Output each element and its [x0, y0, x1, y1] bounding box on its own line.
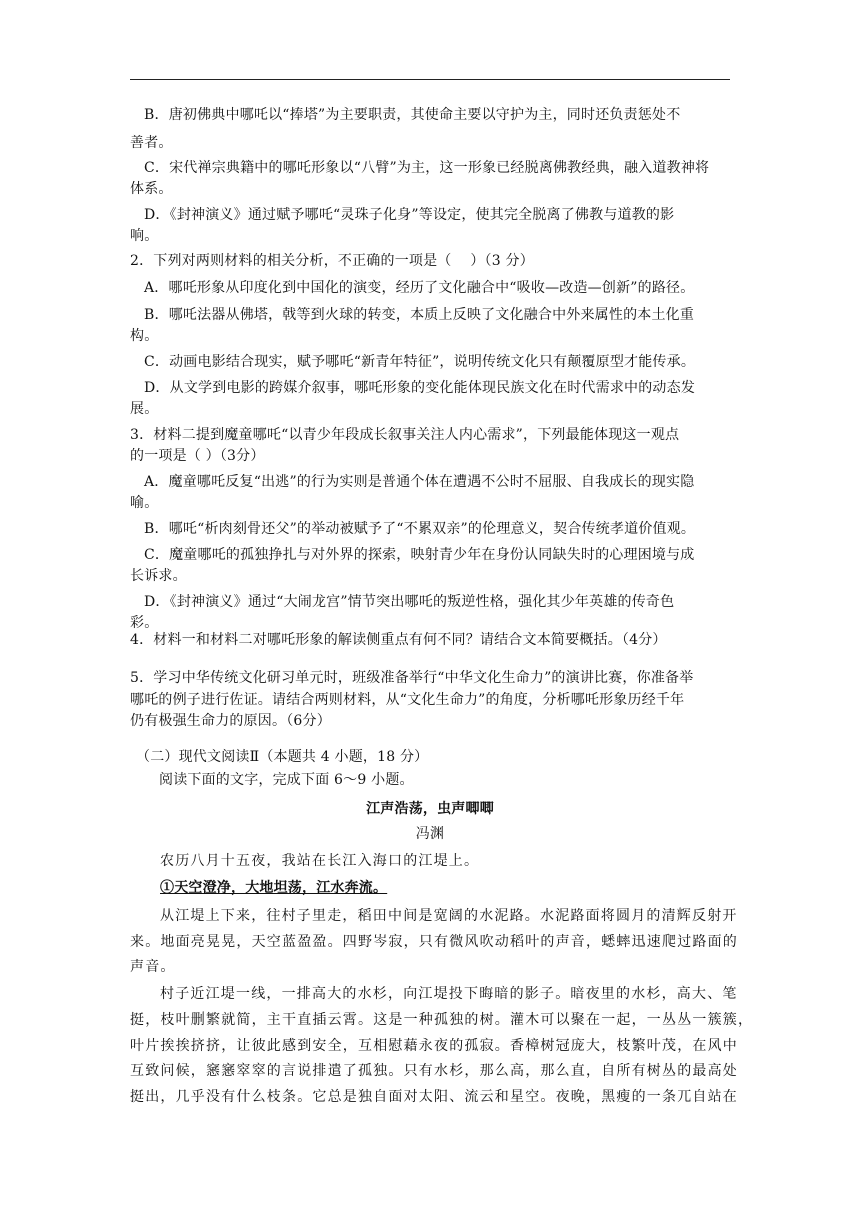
q3-option-c-line2: 长诉求。	[130, 568, 187, 584]
q1-option-b-line1: B．唐初佛典中哪吒以“捧塔”为主要职责，其使命主要以守护为主，同时还负责惩处不	[144, 107, 681, 123]
article-paragraph-4-line1: 村子近江堤一线，一排高大的水杉，向江堤投下晦暗的影子。暗夜里的水杉，高大、笔	[160, 986, 738, 1002]
article-paragraph-3-line3: 声音。	[130, 959, 176, 975]
q2-option-a: A．哪吒形象从印度化到中国化的演变，经历了文化融合中“吸收—改造—创新”的路径。	[144, 280, 695, 296]
article-paragraph-3-line1: 从江堤上下来，往村子里走，稻田中间是宽阔的水泥路。水泥路面将圆月的清辉反射开	[160, 908, 738, 924]
article-paragraph-2-underlined: ①天空澄净，大地坦荡，江水奔流。	[160, 880, 388, 896]
q3-option-a-line1: A．魔童哪吒反复“出逃”的行为实则是普通个体在遭遇不公时不屈服、自我成长的现实隐	[144, 474, 695, 490]
article-paragraph-4-line2: 挺，枝叶删繁就简，主干直插云霄。这是一种孤独的树。灌木可以聚在一起，一丛丛一簇簇，	[130, 1012, 754, 1028]
article-paragraph-4-line4: 互致问候，窸窸窣窣的言说排遣了孤独。只有水杉，那么高，那么直，自所有树丛的最高处	[130, 1063, 738, 1079]
q3-stem-line1: 3．材料二提到魔童哪吒“以青少年段成长叙事关注人内心需求”，下列最能体现这一观点	[130, 427, 680, 443]
q5-line2: 哪吒的例子进行佐证。请结合两则材料，从“文化生命力”的角度，分析哪吒形象历经千年	[130, 692, 685, 708]
q1-option-b-line2: 善者。	[130, 135, 173, 151]
q2-option-b-line1: B．哪吒法器从佛塔，戟等到火球的转变，本质上反映了文化融合中外来属性的本土化重	[144, 307, 695, 323]
q1-option-c-line1: C．宋代禅宗典籍中的哪吒形象以“八臂”为主，这一形象已经脱离佛教经典，融入道教神将	[144, 160, 710, 176]
article-paragraph-3-line2: 来。地面亮晃晃，天空蓝盈盈。四野岑寂，只有微风吹动稻叶的声音，蟋蟀迅速爬过路面的	[130, 934, 738, 950]
q2-option-c: C．动画电影结合现实，赋予哪吒“新青年特征”，说明传统文化只有颠覆原型才能传承。	[144, 354, 696, 370]
q3-stem-line2: 的一项是（ ）（3分）	[130, 448, 265, 464]
article-author: 冯渊	[415, 826, 445, 842]
q3-option-d-line2: 彩。	[130, 615, 159, 631]
q5-line3: 仍有极强生命力的原因。（6分）	[130, 713, 331, 729]
article-title: 江声浩荡，虫声唧唧	[366, 801, 494, 817]
section2-instruction: 阅读下面的文字，完成下面 6～9 小题。	[159, 772, 414, 788]
q3-option-d-line1: D．《封神演义》通过“大闹龙宫”情节突出哪吒的叛逆性格，强化其少年英雄的传奇色	[144, 594, 675, 610]
q1-option-c-line2: 体系。	[130, 181, 173, 197]
q3-option-b: B．哪吒“析肉刻骨还父”的举动被赋予了“不累双亲”的伦理意义，契合传统孝道价值观。	[144, 521, 696, 537]
q5-line1: 5．学习中华传统文化研习单元时，班级准备举行“中华文化生命力”的演讲比赛，你准备举	[130, 670, 694, 686]
q3-option-c-line1: C．魔童哪吒的孤独挣扎与对外界的探索，映射青少年在身份认同缺失时的心理困境与成	[144, 547, 695, 563]
q2-option-d-line2: 展。	[130, 401, 159, 417]
q2-option-d-line1: D．从文学到电影的跨媒介叙事，哪吒形象的变化能体现民族文化在时代需求中的动态发	[144, 380, 696, 396]
q2-option-b-line2: 构。	[130, 328, 159, 344]
header-rule	[130, 79, 730, 80]
article-paragraph-1: 农历八月十五夜，我站在长江入海口的江堤上。	[160, 853, 480, 869]
article-paragraph-4-line5: 挺出，几乎没有什么枝条。它总是独自面对太阳、流云和星空。夜晚，黑瘦的一条兀自站在	[130, 1089, 738, 1105]
q4: 4．材料一和材料二对哪吒形象的解读侧重点有何不同？请结合文本简要概括。（4分）	[130, 632, 667, 648]
article-paragraph-4-line3: 叶片挨挨挤挤，让彼此感到安全，互相慰藉永夜的孤寂。香樟树冠庞大，枝繁叶茂，在风中	[130, 1038, 738, 1054]
q1-option-d-line1: D．《封神演义》通过赋予哪吒“灵珠子化身”等设定，使其完全脱离了佛教与道教的影	[144, 207, 675, 223]
q1-option-d-line2: 响。	[130, 228, 159, 244]
section2-heading: （二）现代文阅读Ⅱ（本题共 4 小题，18 分）	[136, 749, 429, 765]
q3-option-a-line2: 喻。	[130, 495, 159, 511]
q2-stem: 2．下列对两则材料的相关分析，不正确的一项是（ ）（3 分）	[130, 253, 534, 269]
